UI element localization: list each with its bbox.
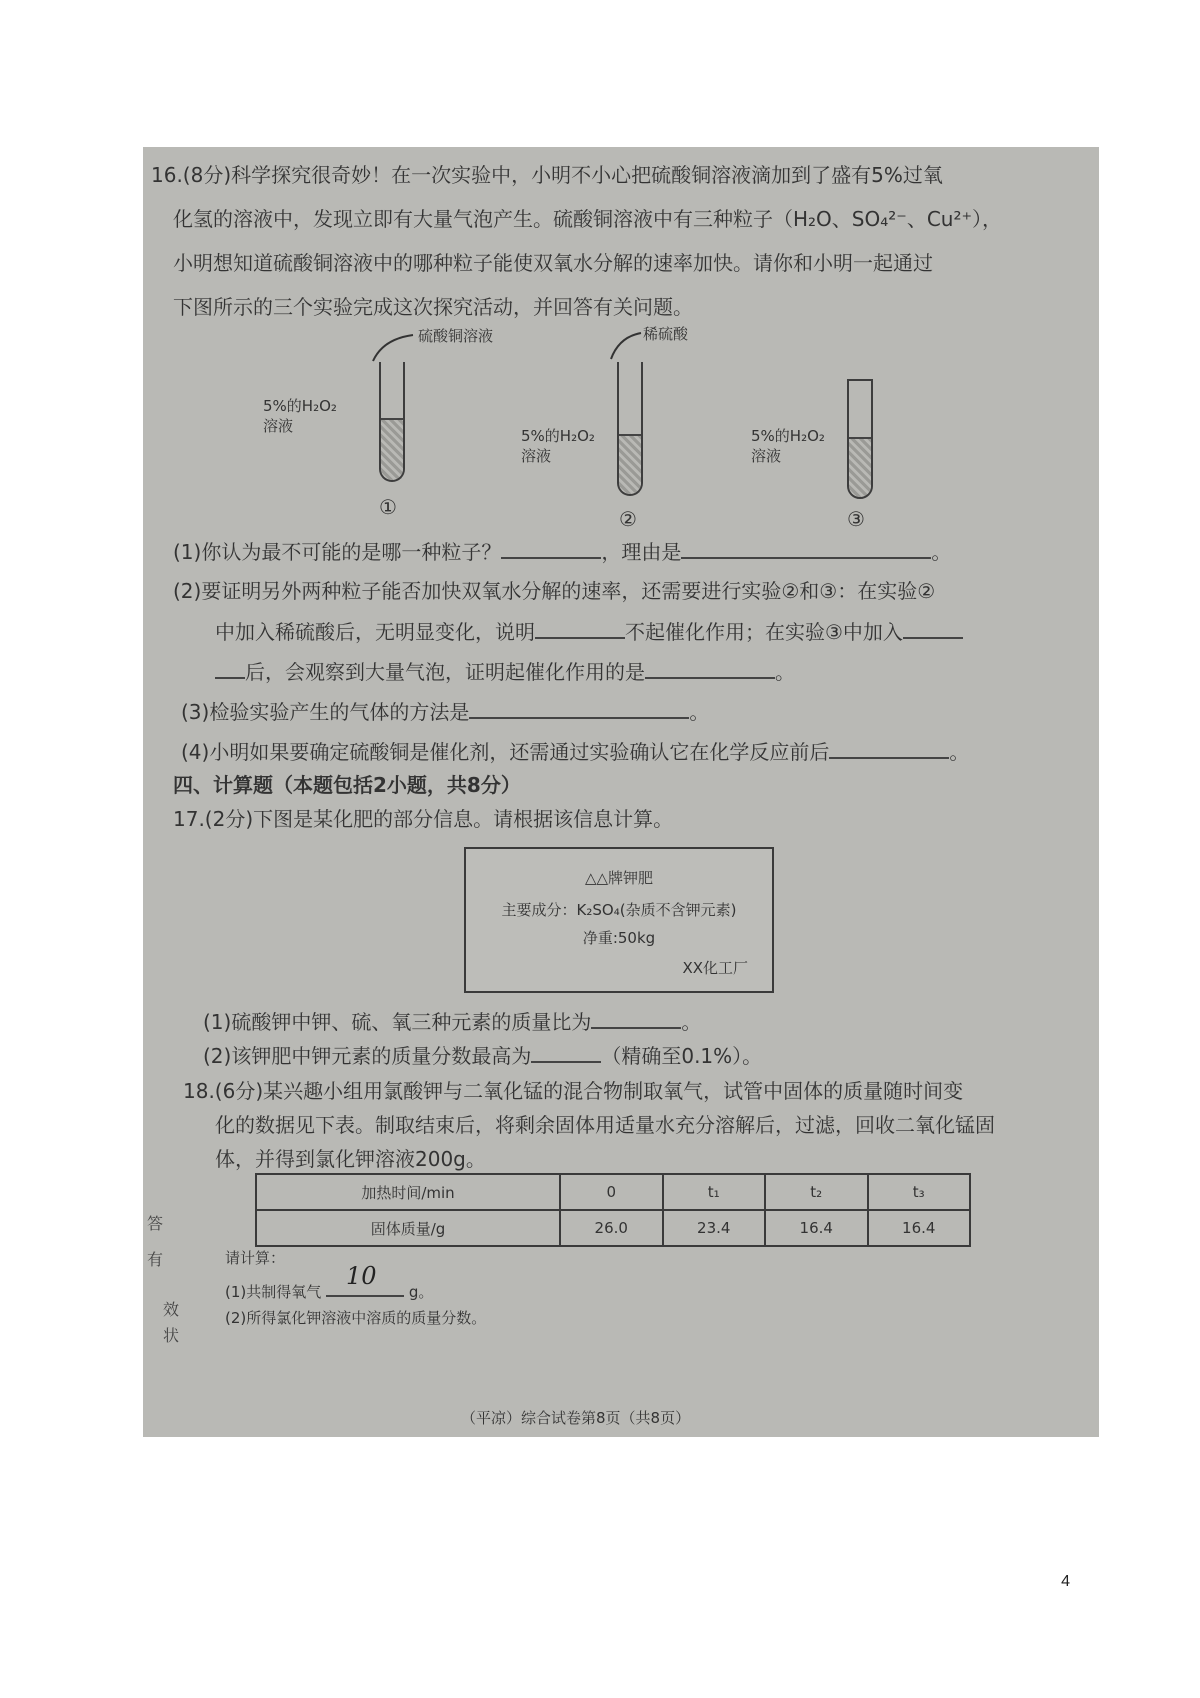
fertilizer-ingredient: 主要成分：K₂SO₄(杂质不含钾元素) xyxy=(501,901,737,919)
q16-part2-line1: (2)要证明另外两种粒子能否加快双氧水分解的速率，还需要进行实验②和③：在实验② xyxy=(173,579,936,603)
q16-intro-line2: 化氢的溶液中，发现立即有大量气泡产生。硫酸铜溶液中有三种粒子（H₂O、SO₄²⁻、Cu²⁺）， xyxy=(173,207,1003,231)
answer-blank[interactable] xyxy=(903,619,963,639)
fertilizer-label xyxy=(464,847,774,993)
answer-blank[interactable] xyxy=(591,1009,681,1029)
answer-blank[interactable] xyxy=(215,659,245,679)
margin-char: 状 xyxy=(163,1326,180,1345)
tube2-side-label-b: 溶液 xyxy=(521,447,552,465)
tube1-liquid xyxy=(381,418,403,480)
tube1-side-label-a: 5%的H₂O₂ xyxy=(263,397,337,415)
table-cell: 26.0 xyxy=(560,1210,663,1246)
tube3-side-label-a: 5%的H₂O₂ xyxy=(751,427,825,445)
q18-intro-line1: 18.(6分)某兴趣小组用氯酸钾与二氧化锰的混合物制取氧气，试管中固体的质量随时间变 xyxy=(183,1079,964,1103)
answer-blank[interactable] xyxy=(829,739,949,759)
test-tube-2 xyxy=(617,362,643,496)
table-cell: t₃ xyxy=(868,1174,971,1210)
fertilizer-weight: 净重:50kg xyxy=(582,929,656,947)
answer-blank[interactable] xyxy=(469,699,689,719)
q16-part2-line3: 后，会观察到大量气泡，证明起催化作用的是 。 xyxy=(215,659,795,684)
q17-part2: (2)该钾肥中钾元素的质量分数最高为 （精确至0.1%）。 xyxy=(203,1044,763,1068)
table-cell: t₂ xyxy=(765,1174,868,1210)
q16-part1: (1)你认为最不可能的是哪一种粒子？ ，理由是 。 xyxy=(173,540,952,564)
margin-char: 答 xyxy=(147,1214,164,1233)
table-cell: t₁ xyxy=(663,1174,766,1210)
q18-part1: (1)共制得氧气 10 g。 xyxy=(225,1262,434,1301)
q16-intro-line3: 小明想知道硫酸铜溶液中的哪种粒子能使双氧水分解的速率加快。请你和小明一起通过 xyxy=(173,251,933,275)
q17-intro: 17.(2分)下图是某化肥的部分信息。请根据该信息计算。 xyxy=(173,807,674,831)
table-cell: 16.4 xyxy=(868,1210,971,1246)
scanned-exam-sheet xyxy=(143,147,1099,1437)
fertilizer-maker: XX化工厂 xyxy=(682,959,748,977)
tube3-side-label-b: 溶液 xyxy=(751,447,782,465)
table-cell: 16.4 xyxy=(765,1210,868,1246)
answer-blank[interactable] xyxy=(535,619,625,639)
table-row xyxy=(256,1210,970,1246)
table-cell: 加热时间/min xyxy=(256,1174,560,1210)
section4-title: 四、计算题（本题包括2小题，共8分） xyxy=(173,773,521,797)
tube2-number: ② xyxy=(619,507,637,531)
q16-intro-line4: 下图所示的三个实验完成这次探究活动，并回答有关问题。 xyxy=(173,295,693,319)
tube3-number: ③ xyxy=(847,507,865,531)
tube2-liquid xyxy=(619,434,641,494)
table-cell: 0 xyxy=(560,1174,663,1210)
answer-blank[interactable] xyxy=(681,539,931,559)
answer-blank[interactable] xyxy=(645,659,775,679)
tube1-top-label: 硫酸铜溶液 xyxy=(418,327,494,345)
fertilizer-brand: △△牌钾肥 xyxy=(584,869,654,887)
margin-char: 效 xyxy=(163,1300,180,1319)
q16-part3: (3)检验实验产生的气体的方法是 。 xyxy=(181,700,710,724)
sheet-footer: （平凉）综合试卷第8页（共8页） xyxy=(461,1409,691,1427)
tube1-side-label-b: 溶液 xyxy=(263,417,294,435)
heating-data-table xyxy=(255,1173,971,1247)
test-tube-1 xyxy=(379,362,405,482)
q18-ask: 请计算： xyxy=(225,1249,286,1267)
q17-part1: (1)硫酸钾中钾、硫、氧三种元素的质量比为 。 xyxy=(203,1010,702,1034)
test-tube-3 xyxy=(847,379,873,499)
answer-blank[interactable] xyxy=(531,1043,601,1063)
q16-part2-line2: 中加入稀硫酸后，无明显变化，说明 不起催化作用；在实验③中加入 xyxy=(215,619,963,644)
table-cell: 固体质量/g xyxy=(256,1210,560,1246)
tube3-liquid xyxy=(849,437,871,497)
table-row xyxy=(256,1174,970,1210)
tube2-side-label-a: 5%的H₂O₂ xyxy=(521,427,595,445)
q18-intro-line2: 化的数据见下表。制取结束后，将剩余固体用适量水充分溶解后，过滤，回收二氧化锰固 xyxy=(215,1113,995,1137)
tube2-top-label: 稀硫酸 xyxy=(643,325,689,343)
q18-part2: (2)所得氯化钾溶液中溶质的质量分数。 xyxy=(225,1309,487,1327)
handwritten-answer: 10 xyxy=(346,1262,377,1290)
q16-part4: (4)小明如果要确定硫酸铜是催化剂，还需通过实验确认它在化学反应前后 。 xyxy=(181,740,970,764)
page-number: 4 xyxy=(1061,1573,1070,1590)
answer-blank[interactable] xyxy=(326,1262,404,1297)
table-cell: 23.4 xyxy=(663,1210,766,1246)
margin-char: 有 xyxy=(147,1250,164,1269)
q16-intro-line1: 16.(8分)科学探究很奇妙！在一次实验中，小明不小心把硫酸铜溶液滴加到了盛有5%过氧 xyxy=(151,163,943,187)
q18-intro-line3: 体，并得到氯化钾溶液200g。 xyxy=(215,1147,486,1171)
answer-blank[interactable] xyxy=(501,539,601,559)
tube1-number: ① xyxy=(379,495,397,519)
